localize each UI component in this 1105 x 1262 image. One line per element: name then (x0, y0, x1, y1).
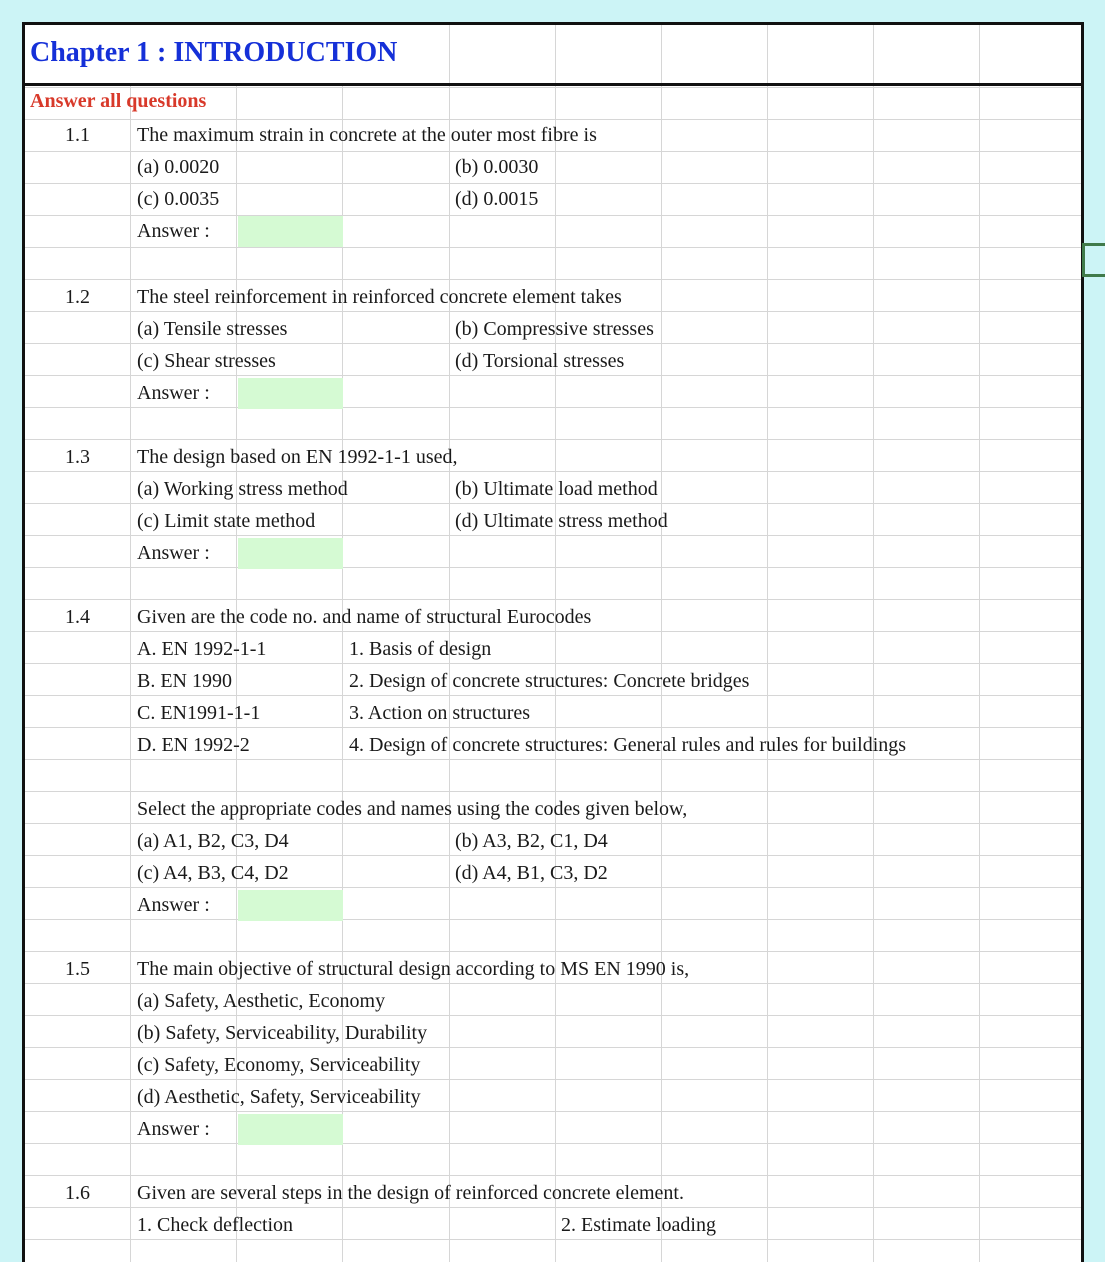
option-b: (b) A3, B2, C1, D4 (455, 830, 608, 852)
code-name-item: 1. Basis of design (349, 638, 492, 660)
row-gridline (25, 87, 1081, 88)
option-c: (c) Shear stresses (137, 350, 276, 372)
question-number: 1.6 (65, 1182, 90, 1204)
option-d: (d) Ultimate stress method (455, 510, 668, 532)
question-number: 1.4 (65, 606, 90, 628)
code-name-item: 4. Design of concrete structures: General rules and rules for buildings (349, 734, 907, 756)
option-a: (a) Safety, Aesthetic, Economy (137, 990, 386, 1012)
row-gridline (25, 791, 1081, 792)
option-c: (c) 0.0035 (137, 188, 220, 210)
col-gridline (767, 86, 768, 1262)
code-item: A. EN 1992-1-1 (137, 638, 267, 660)
question-text: The design based on EN 1992-1-1 used, (137, 446, 458, 468)
row-gridline (25, 1175, 1081, 1176)
code-name-item: 3. Action on structures (349, 702, 531, 724)
chapter-title: Chapter 1 : INTRODUCTION (30, 37, 398, 68)
option-c: (c) Limit state method (137, 510, 316, 532)
instruction-text: Answer all questions (30, 90, 207, 112)
question-text: The maximum strain in concrete at the outer most fibre is (137, 124, 597, 146)
step-item: 1. Check deflection (137, 1214, 294, 1236)
col-gridline (979, 25, 980, 83)
answer-label: Answer : (137, 542, 210, 564)
option-a: (a) A1, B2, C3, D4 (137, 830, 289, 852)
option-b: (b) Compressive stresses (455, 318, 654, 340)
option-d: (d) A4, B1, C3, D2 (455, 862, 608, 884)
option-a: (a) Working stress method (137, 478, 348, 500)
question-number: 1.2 (65, 286, 90, 308)
spreadsheet-grid (22, 22, 1084, 1262)
row-gridline (25, 599, 1081, 600)
answer-label: Answer : (137, 1118, 210, 1140)
col-gridline (555, 25, 556, 83)
option-b: (b) Safety, Serviceability, Durability (137, 1022, 428, 1044)
question-text: The main objective of structural design according to MS EN 1990 is, (137, 958, 690, 980)
answer-label: Answer : (137, 894, 210, 916)
option-b: (b) 0.0030 (455, 156, 539, 178)
row-gridline (25, 439, 1081, 440)
col-gridline (130, 86, 131, 1262)
option-a: (a) 0.0020 (137, 156, 220, 178)
question-number: 1.1 (65, 124, 90, 146)
answer-cell[interactable] (238, 1114, 343, 1145)
row-gridline (25, 279, 1081, 280)
code-name-item: 2. Design of concrete structures: Concrete bridges (349, 670, 750, 692)
answer-label: Answer : (137, 220, 210, 242)
question-text: Given are several steps in the design of reinforced concrete element. (137, 1182, 684, 1204)
answer-cell[interactable] (238, 538, 343, 569)
question-subtext: Select the appropriate codes and names using the codes given below, (137, 798, 688, 820)
step-item: 2. Estimate loading (561, 1214, 716, 1236)
option-d: (d) Aesthetic, Safety, Serviceability (137, 1086, 421, 1108)
question-number: 1.5 (65, 958, 90, 980)
answer-cell[interactable] (238, 890, 343, 921)
col-gridline (873, 25, 874, 83)
option-a: (a) Tensile stresses (137, 318, 288, 340)
col-gridline (449, 25, 450, 83)
col-gridline (979, 86, 980, 1262)
answer-label: Answer : (137, 382, 210, 404)
code-item: C. EN1991-1-1 (137, 702, 261, 724)
option-d: (d) 0.0015 (455, 188, 539, 210)
row-gridline (25, 951, 1081, 952)
answer-cell[interactable] (238, 216, 343, 247)
option-b: (b) Ultimate load method (455, 478, 658, 500)
col-gridline (873, 86, 874, 1262)
option-c: (c) A4, B3, C4, D2 (137, 862, 289, 884)
selection-handle[interactable] (1082, 243, 1105, 277)
col-gridline (661, 25, 662, 83)
question-number: 1.3 (65, 446, 90, 468)
header-divider (25, 83, 1081, 86)
code-item: B. EN 1990 (137, 670, 232, 692)
option-c: (c) Safety, Economy, Serviceability (137, 1054, 421, 1076)
question-text: The steel reinforcement in reinforced concrete element takes (137, 286, 622, 308)
col-gridline (767, 25, 768, 83)
code-item: D. EN 1992-2 (137, 734, 250, 756)
row-gridline (25, 247, 1081, 248)
option-d: (d) Torsional stresses (455, 350, 625, 372)
answer-cell[interactable] (238, 378, 343, 409)
question-text: Given are the code no. and name of structural Eurocodes (137, 606, 592, 628)
